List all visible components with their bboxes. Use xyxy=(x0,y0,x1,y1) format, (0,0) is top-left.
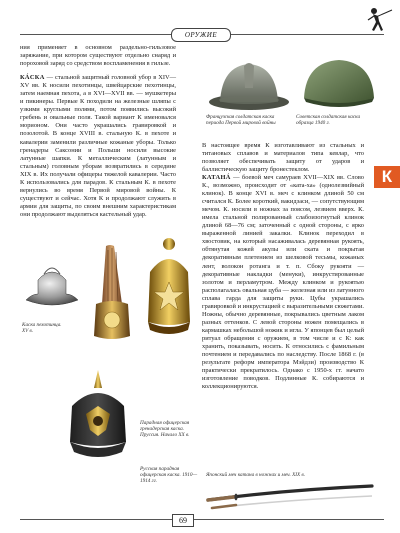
kaska-body: — стальной защитный головной убор в XIV—XV вв. К носили пехотинцы, швейцарские пехотинцы, затем наемная пехота, а в XVI—XVII вв. — мушкетеры и пикинеры. Первые К походили на железные шляпы с узкими круглыми полями, потом появились высокий гребень и овальные поля. Такой вариант К именовался морионом. Они часто украшались гравировкой и позолотой. В конце XVIII в. стальную К. в пехоте и кавалерии заменили различные кожаные уборы. Только гренадеры Саксонии и Польши носили высокие латунные шапки. К металлическим (латунным и стальным) головным уборам возвратились в середине XIX в. Их получали офицеры тяжелой кавалерии. Часто К использовались для парадов. К стальным К. в пехоте вернулись во время Первой мировой войны. К существуют и сейчас. Хотя К и продолжают служить в армии для защиты, по своим внешним характеристикам они продолжают выделяться кастельный удар. xyxy=(20,74,176,218)
soviet-helmet-illustration xyxy=(298,56,380,110)
russian-helmet-illustration xyxy=(60,366,136,466)
footer-rule xyxy=(20,519,384,520)
infantry-helmet-illustration xyxy=(22,260,82,320)
fencer-silhouette-icon xyxy=(364,6,394,38)
french-helmet-illustration xyxy=(206,58,292,114)
katana-body: — боевой меч самураев XVII—XIX вв. Слово К., возможно, происходит от «ката-ха» (однолезвийный клинок). В конце XVI в. меч с клинком длиной 50 см считался К. Более короткий, вакидзаси, — сопутствующим мечом. К. носили в ножнах за поясом, лезвием вверх. К. имела стальной полированный слабоизогнутый клинок длиной 68—76 см; заточенный с одной стороны, с ярко выраженной линией закалки. Клинок переходил в хвостовик, на который насаживалась деревянная рукоять, обтянутая кожей акулы или ската и покрытая декоративным плетением из шелковой тесьмы, кожаных лент, волокон ротанга и т. п. Сбоку рукояти — декоративные накладки (менуки), инкрустированные золотом и перламутром. Между клинком и рукоятью располагалась овальная цуба — железная или из латунного сплава гарда для защиты руки. Цубы украшались гравировкой и инкрустацией с выразительными сюжетами. Ножны, обычно деревянные, покрывались цветным лаком разных оттенков. С левой стороны ножен помещались в кармашках небольшой ножик и игла. У японцев был целый ритуал обращения с оружием, в том числе и с К: как хранить, показывать, носить. К относились с фамильным почтением и передавались по наследству. После 1868 г. (в результате реформ императора Мэйдзи) производство К практически прекратилось. Однако с 1950-х гг. начато изготовление поводков. Подлинные К. собираются и коллекционируются. xyxy=(202,174,364,391)
caption-katana: Японский меч катана в ножнах и меч. XIX в. xyxy=(206,472,306,478)
intro-paragraph: ния применяет в основном раздельно-гильзовое заряжание, при котором существуют отдельно снаряд и пороховой заряд со средством воспламенения в гильзе. xyxy=(20,44,176,68)
left-column xyxy=(20,44,176,219)
letter-tab: К xyxy=(374,166,400,188)
caption-french-helmet: Французская солдатская каска периода Первой мировой войны xyxy=(206,114,276,127)
kaska-article xyxy=(20,74,176,219)
page-number: 69 xyxy=(172,514,194,527)
grenadier-helmet-illustration xyxy=(140,236,198,412)
katana-illustration xyxy=(204,480,376,510)
caption-soviet-helmet: Советская солдатская каска образца 1940 г. xyxy=(296,114,361,127)
katana-article xyxy=(202,174,364,391)
caption-grenadier-helmet: Парадная офицерская гренадерская каска. Пруссия. Начало XX в. xyxy=(140,420,190,439)
caption-russian-helmet: Русская парадная офицерская каска. 1910—1914 гг. xyxy=(140,466,198,485)
katana-term: КАТАНÁ xyxy=(202,174,231,181)
right-column-top xyxy=(202,142,364,174)
kaska-term: КÁСКА xyxy=(20,74,45,82)
section-label: ОРУЖИЕ xyxy=(171,28,231,42)
right-column xyxy=(202,174,364,391)
caption-infantry-helmet: Каска пехотинца. XV в. xyxy=(22,322,62,335)
plumed-helmet-illustration xyxy=(84,244,142,348)
kaska-continuation: В настоящее время К изготавливают из стальных и титановых сплавов и материалов типа кевлар, что позволяет обеспечивать защиту от ударов и баллистическую защиту бронестеклом. xyxy=(202,142,364,174)
